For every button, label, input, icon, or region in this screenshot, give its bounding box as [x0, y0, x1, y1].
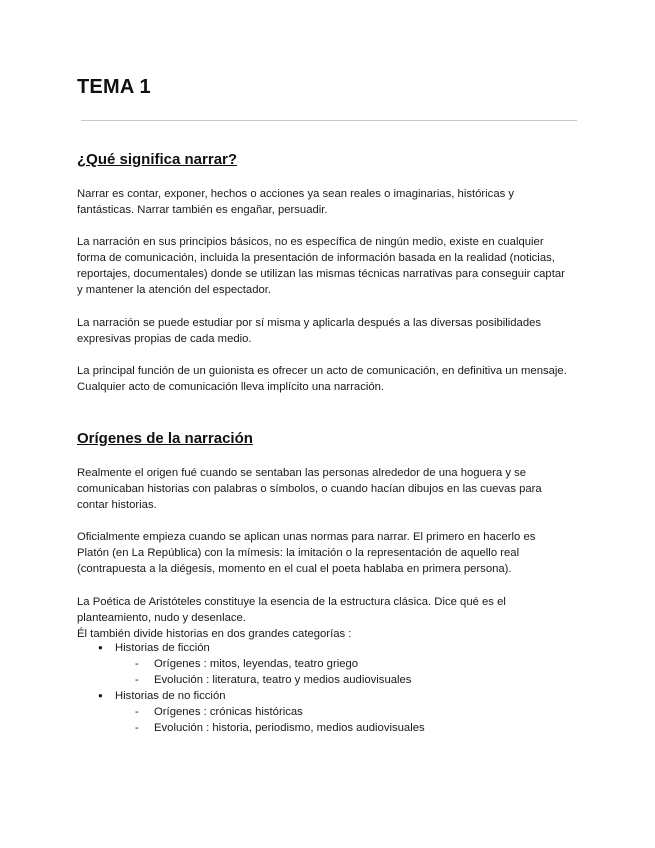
category-label: Historias de no ficción [115, 690, 226, 702]
paragraph: La narración se puede estudiar por sí misma y aplicarla después a las diversas posibilidades expresivas propias de cada medio. [77, 317, 542, 345]
paragraph: La principal función de un guionista es ofrecer un acto de comunicación, en definitiva un mensaje. Cualquier acto de comunicación lleva implícito una narración. [77, 365, 567, 393]
paragraph: Oficialmente empieza cuando se aplican unas normas para narrar. El primero en hacerlo es Platón (en La República) con la mímesis: la imitación o la representación de aquello real (contrapuesta a la diégesis, momento en el cual el poeta hablaba en primera persona). [77, 531, 536, 575]
paragraph: Él también divide historias en dos grandes categorías : [77, 628, 352, 640]
list-item: - Orígenes : mitos, leyendas, teatro griego [115, 656, 425, 672]
section-heading-origenes-de-la-narracion: Orígenes de la narración [77, 430, 253, 447]
section-heading-que-significa-narrar: ¿Qué significa narrar? [77, 151, 238, 168]
sub-list [115, 656, 425, 688]
list-item: - Evolución : literatura, teatro y medios audiovisuales [115, 672, 425, 688]
paragraph: La Poética de Aristóteles constituye la esencia de la estructura clásica. Dice qué es el planteamiento, nudo y desenlace. [77, 596, 506, 624]
sub-list [115, 704, 425, 736]
list-item: - Evolución : historia, periodismo, medios audiovisuales [115, 720, 425, 736]
horizontal-divider [81, 120, 577, 121]
category-list [77, 640, 425, 736]
list-item [77, 640, 425, 688]
list-item [77, 688, 425, 736]
list-item: - Orígenes : crónicas históricas [115, 704, 425, 720]
paragraph: La narración en sus principios básicos, no es específica de ningún medio, existe en cualquier forma de comunicación, incluida la presentación de información basada en la realidad (noticias, reportajes, documentales) donde se utilizan las mismas técnicas narrativas para conseguir captar y mantener la atención del espectador. [77, 236, 565, 296]
category-label: Historias de ficción [115, 642, 210, 654]
paragraph: Narrar es contar, exponer, hechos o acciones ya sean reales o imaginarias, históricas y fantásticas. Narrar también es engañar, persuadir. [77, 188, 515, 216]
page-title: TEMA 1 [77, 76, 151, 98]
paragraph: Realmente el origen fué cuando se sentaban las personas alrededor de una hoguera y se comunicaban historias con palabras o símbolos, o cuando hacían dibujos en las cuevas para contar historias. [77, 467, 542, 511]
